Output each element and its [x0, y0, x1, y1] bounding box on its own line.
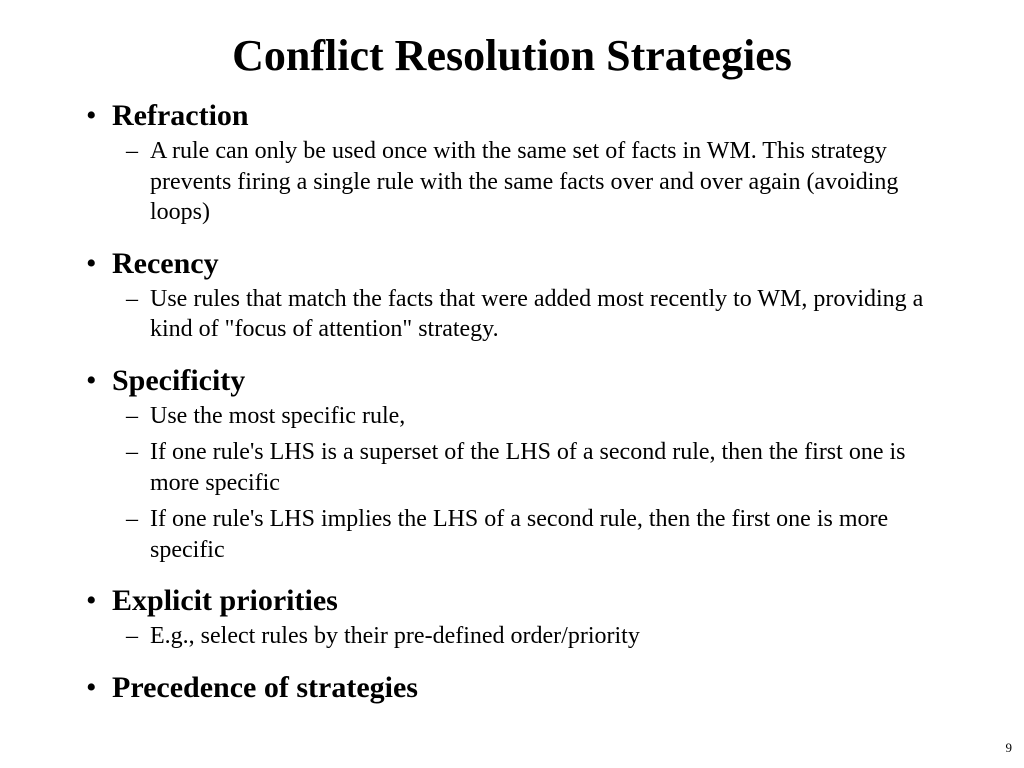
bullet-marker: •: [86, 363, 97, 397]
sub-item: [112, 136, 954, 228]
slide-title: Conflict Resolution Strategies: [232, 31, 792, 80]
sub-marker: –: [126, 623, 138, 649]
bullet-marker: •: [86, 99, 97, 132]
bullet-label: Specificity: [112, 363, 246, 397]
sub-list: [112, 284, 954, 357]
sub-text: Use rules that match the facts that were added most recently to WM, providing a kind of "focus of attention" strategy.: [150, 285, 924, 342]
sub-item: [112, 284, 954, 345]
sub-marker: –: [126, 506, 138, 532]
sub-item: [112, 437, 954, 498]
bullet-item-precedence: [84, 668, 954, 708]
sub-list: [112, 621, 954, 664]
sub-text: If one rule's LHS is a superset of the LHS of a second rule, then the first one is more specific: [150, 439, 906, 496]
bullet-item-recency: [84, 244, 954, 357]
sub-item: [112, 401, 954, 432]
sub-list: [112, 136, 954, 240]
bullet-marker: •: [86, 670, 97, 704]
sub-list: [112, 401, 954, 578]
sub-text: If one rule's LHS implies the LHS of a second rule, then the first one is more specific: [150, 506, 889, 563]
bullet-item-refraction: [84, 96, 954, 240]
sub-marker: –: [126, 285, 138, 312]
sub-text: Use the most specific rule,: [150, 402, 406, 429]
bullet-marker: •: [86, 584, 97, 617]
sub-marker: –: [126, 138, 138, 164]
page-number: 9: [1005, 740, 1012, 755]
sub-item: [112, 621, 954, 652]
sub-text: A rule can only be used once with the same set of facts in WM. This strategy prevents firing a single rule with the same facts over and over again (avoiding loops): [150, 138, 899, 225]
bullet-list: [84, 96, 954, 712]
bullet-label: Refraction: [112, 99, 249, 132]
bullet-label: Precedence of strategies: [112, 670, 418, 704]
sub-marker: –: [126, 402, 138, 429]
sub-text: E.g., select rules by their pre-defined order/priority: [150, 623, 640, 649]
bullet-item-explicit-priorities: [84, 581, 954, 664]
bullet-label: Recency: [112, 246, 219, 280]
sub-item: [112, 504, 954, 565]
bullet-marker: •: [86, 246, 97, 280]
bullet-item-specificity: [84, 361, 954, 578]
bullet-label: Explicit priorities: [112, 584, 338, 617]
sub-marker: –: [126, 439, 138, 465]
